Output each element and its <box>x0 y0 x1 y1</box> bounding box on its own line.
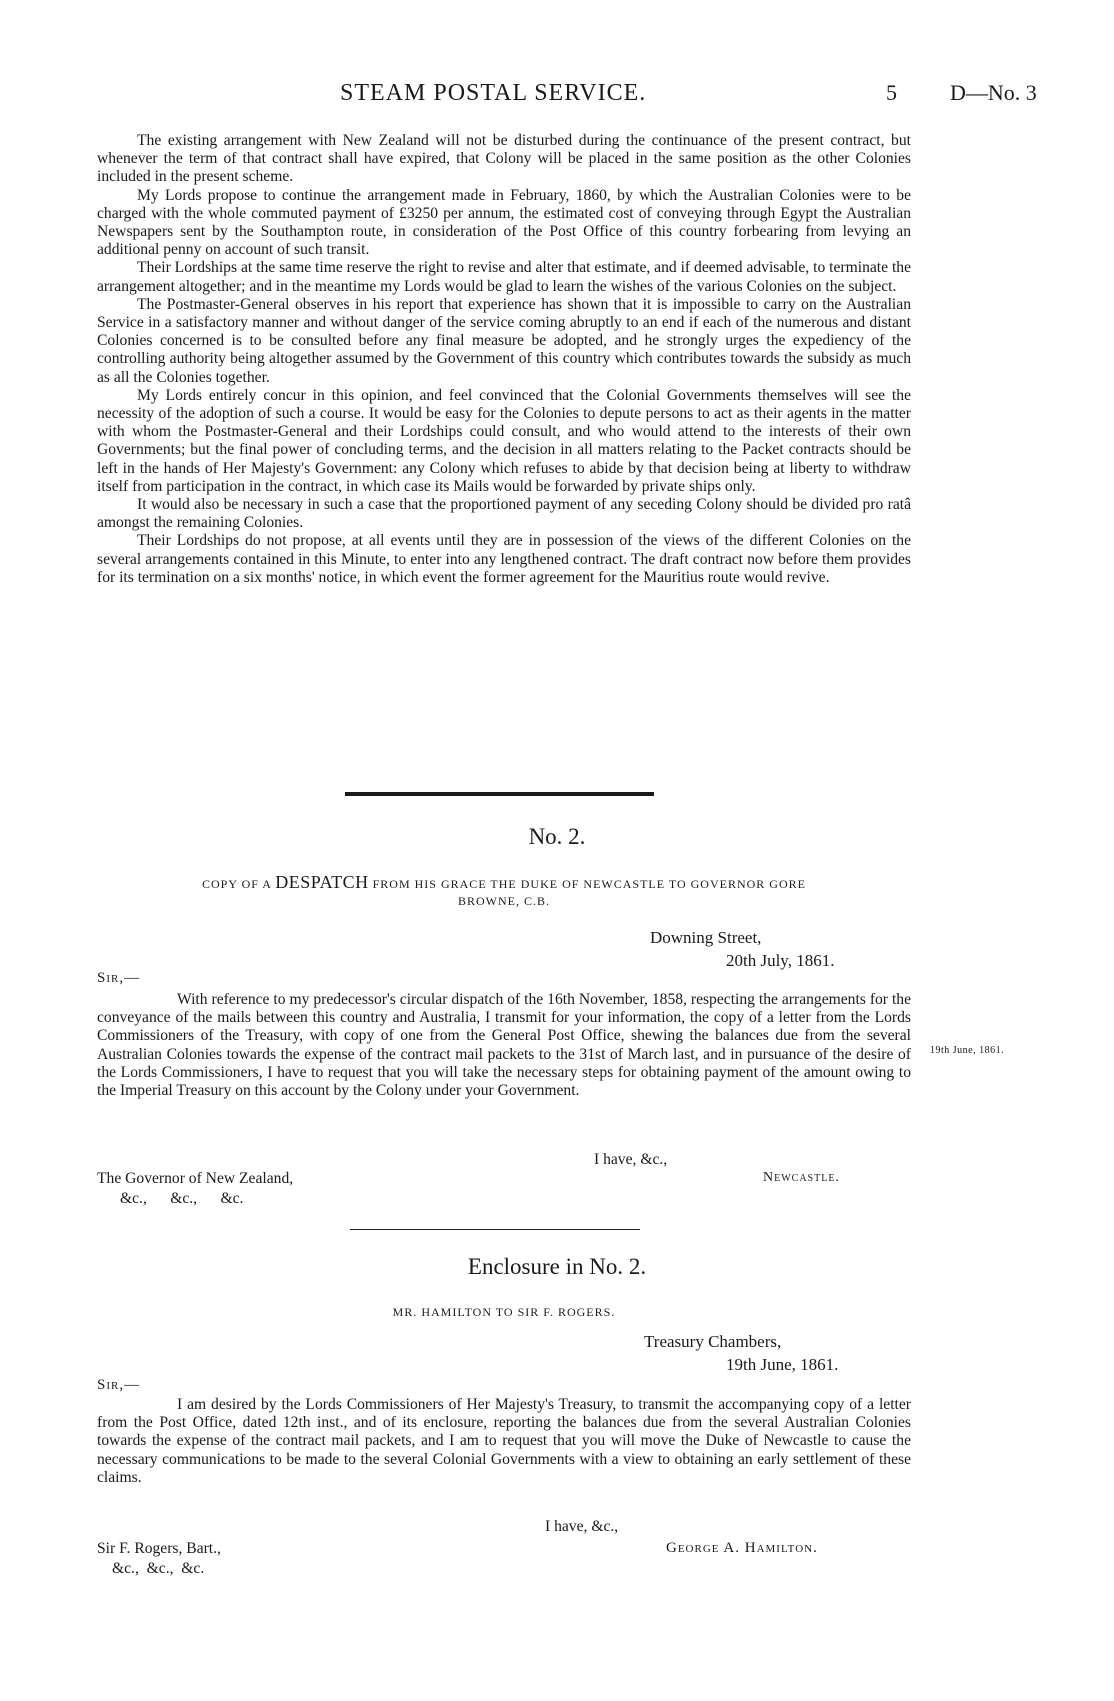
despatch-caption <box>97 874 911 910</box>
enclosure-caption: MR. HAMILTON TO SIR F. ROGERS. <box>392 1305 616 1319</box>
despatch-heading: No. 2. <box>528 824 586 849</box>
despatch-body: With reference to my predecessor's circular dispatch of the 16th November, 1858, respecting the arrangements for the conveyance of the mails between this country and Australia, I transmit for your information, the copy of a letter from the Lords Commissioners of the Treasury, with copy of one from the General Post Office, shewing the balances due from the several Australian Colonies towards the expense of the contract mail packets to the 31st of March last, and in pursuance of the desire of the Lords Commissioners, I have to request that you will take the necessary steps for obtaining payment of the amount owing to the Imperial Treasury on this account by the Colony under your Government. <box>97 991 911 1100</box>
page-title: STEAM POSTAL SERVICE. <box>340 80 647 106</box>
paragraph: The Postmaster-General observes in his report that experience has shown that it is impossible to carry on the Australian Service in a satisfactory manner and without danger of the service coming abruptly to an end if each of the numerous and distant Colonies concerned is to be consulted before any final measure be adopted, and he strongly urges the expediency of the controlling authority being altogether assumed by the Government of this country which contributes towards the subsidy as much as all the Colonies together. <box>97 295 911 386</box>
enclosure-date: 19th June, 1861. <box>726 1355 839 1374</box>
enclosure-salutation: Sir,— <box>97 1377 141 1393</box>
enclosure-addressee: Sir F. Rogers, Bart., <box>97 1540 221 1557</box>
paragraph: My Lords entirely concur in this opinion, and feel convinced that the Colonial Governments themselves will see the necessity of the adoption of such a course. It would be easy for the Colonies to depute persons to act as their agents in the matter with whom the Postmaster-General and their Lordships could consult, and who would attend to the interests of their own Governments; but the final power of concluding terms, and the decision in all matters relating to the Packet contracts should be left in the hands of Her Majesty's Government: any Colony which refuses to abide by that decision being at liberty to withdraw itself from participation in the contract, in which case its Mails would be forwarded by private ships only. <box>97 386 911 495</box>
paragraph: My Lords propose to continue the arrangement made in February, 1860, by which the Australian Colonies were to be charged with the whole commuted payment of £3250 per annum, the estimated cost of conveying through Egypt the Australian Newspapers sent by the Southampton route, in consideration of the Post Office of this country forbearing from levying an additional penny on account of such transit. <box>97 186 911 259</box>
section-divider <box>350 1229 640 1230</box>
despatch-closing: I have, &c., <box>594 1151 668 1168</box>
minute-text <box>97 132 911 587</box>
enclosure-place: Treasury Chambers, <box>644 1332 782 1351</box>
paragraph: It would also be necessary in such a case that the proportioned payment of any seceding Colony should be divided pro ratâ amongst the remaining Colonies. <box>97 496 911 532</box>
despatch-addressee-etc: &c., &c., &c. <box>120 1190 244 1207</box>
caption-prefix: COPY OF A <box>202 877 272 891</box>
despatch-place: Downing Street, <box>650 928 762 947</box>
despatch-signature: Newcastle. <box>763 1170 840 1185</box>
enclosure-body: I am desired by the Lords Commissioners of Her Majesty's Treasury, to transmit the accompanying copy of a letter from the Post Office, dated 12th inst., and of its enclosure, reporting the balances due from the several Australian Colonies towards the expense of the contract mail packets, and I am to request that you will move the Duke of Newcastle to cause the necessary communications to be made to the several Colonial Governments with a view to obtaining an early settlement of these claims. <box>97 1396 911 1486</box>
despatch-addressee: The Governor of New Zealand, <box>97 1170 294 1187</box>
enclosure-signature: George A. Hamilton. <box>666 1540 818 1556</box>
margin-note: 19th June, 1861. <box>930 1045 1005 1056</box>
paragraph: Their Lordships at the same time reserve the right to revise and alter that estimate, and if deemed advisable, to terminate the arrangement altogether; and in the meantime my Lords would be glad to learn the wishes of the various Colonies on the subject. <box>97 259 911 295</box>
paragraph: The existing arrangement with New Zealand will not be disturbed during the continuance of the present contract, but whenever the term of that contract shall have expired, that Colony will be placed in the same position as the other Colonies included in the present scheme. <box>97 132 911 186</box>
caption-rest: FROM HIS GRACE THE DUKE OF NEWCASTLE TO GOVERNOR GORE <box>372 877 806 891</box>
section-divider <box>345 792 654 796</box>
running-header <box>0 80 1114 110</box>
despatch-salutation: Sir,— <box>97 970 141 986</box>
despatch-date: 20th July, 1861. <box>726 951 835 970</box>
document-reference: D—No. 3 <box>950 80 1037 105</box>
page-number: 5 <box>886 80 897 105</box>
enclosure-addressee-etc: &c., &c., &c. <box>112 1560 205 1577</box>
paragraph: Their Lordships do not propose, at all events until they are in possession of the views of the different Colonies on the several arrangements contained in this Minute, to enter into any lengthened contract. The draft contract now before them provides for its termination on a six months' notice, in which event the former agreement for the Mauritius route would revive. <box>97 532 911 586</box>
caption-despatch-word: DESPATCH <box>275 872 369 892</box>
enclosure-closing: I have, &c., <box>545 1518 619 1535</box>
caption-line-2: BROWNE, C.B. <box>457 894 550 908</box>
enclosure-heading: Enclosure in No. 2. <box>467 1254 647 1279</box>
